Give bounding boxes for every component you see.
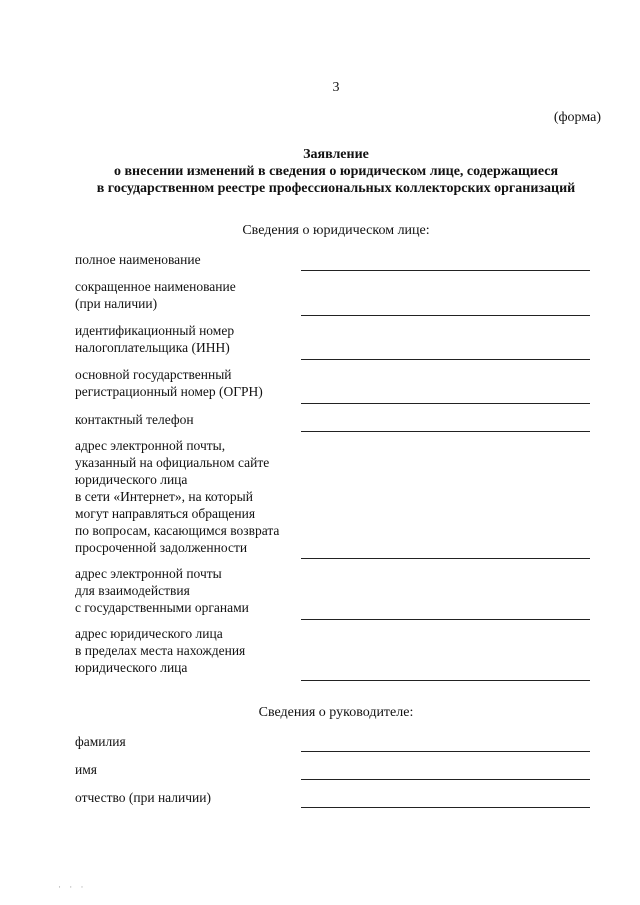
- page-number: 3: [332, 80, 340, 95]
- field-label-patronymic: отчество (при наличии): [75, 790, 211, 805]
- document-title-line-2: о внесении изменений в сведения о юридическом лице, содержащиеся: [113, 164, 559, 179]
- field-label-ogrn: основной государственный регистрационный номер (ОГРН): [75, 367, 263, 399]
- fill-line-email-website[interactable]: [301, 558, 590, 559]
- document-title: Заявление: [303, 147, 369, 162]
- fill-line-email-government[interactable]: [301, 619, 590, 620]
- fill-line-legal-address[interactable]: [301, 680, 590, 681]
- document-title-line-3: в государственном реестре профессиональных коллекторских организаций: [96, 181, 576, 196]
- legal-entity-section-heading: Сведения о юридическом лице:: [242, 223, 430, 238]
- field-label-surname: фамилия: [75, 734, 126, 749]
- field-label-inn: идентификационный номер налогоплательщика (ИНН): [75, 323, 235, 355]
- fill-line-ogrn[interactable]: [301, 403, 590, 404]
- field-label-email-website: адрес электронной почты, указанный на официальном сайте юридического лица в сети «Интернет», на который могут направляться обращения по вопросам, касающимся возврата просроченной задолженности: [75, 438, 280, 555]
- field-label-short-name: сокращенное наименование (при наличии): [75, 279, 236, 311]
- field-label-full-name: полное наименование: [75, 252, 201, 267]
- fill-line-inn[interactable]: [301, 359, 590, 360]
- head-section-heading: Сведения о руководителе:: [258, 705, 414, 720]
- field-label-email-government: адрес электронной почты для взаимодействия с государственными органами: [75, 566, 249, 615]
- fill-line-patronymic[interactable]: [301, 807, 590, 808]
- scan-specks: · · ·: [58, 882, 87, 892]
- field-label-first-name: имя: [75, 762, 97, 777]
- fill-line-first-name[interactable]: [301, 779, 590, 780]
- field-label-phone: контактный телефон: [75, 412, 194, 427]
- fill-line-short-name[interactable]: [301, 315, 590, 316]
- fill-line-surname[interactable]: [301, 751, 590, 752]
- fill-line-phone[interactable]: [301, 431, 590, 432]
- fill-line-full-name[interactable]: [301, 270, 590, 271]
- field-label-legal-address: адрес юридического лица в пределах места нахождения юридического лица: [75, 626, 246, 675]
- form-label: (форма): [553, 110, 601, 125]
